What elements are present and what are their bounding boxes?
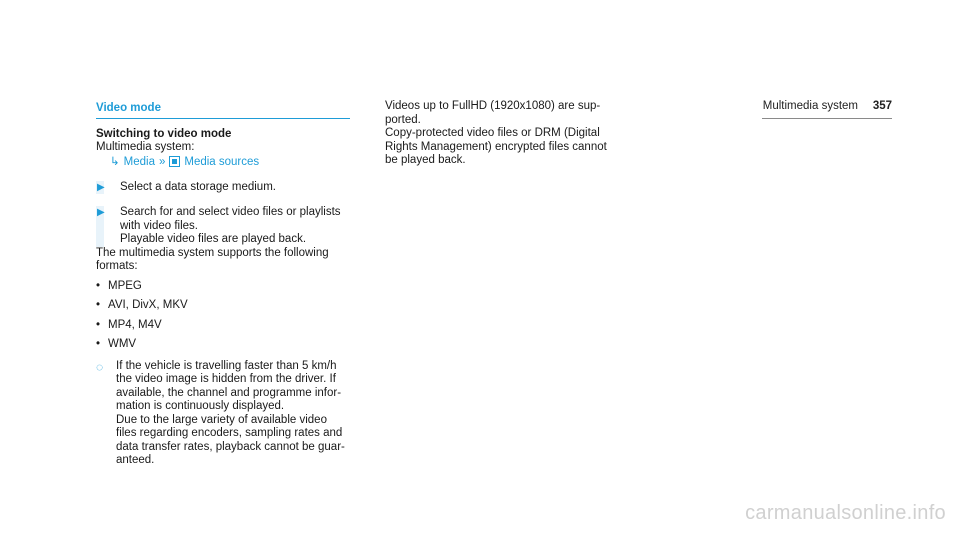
right-line: ported. (385, 113, 421, 126)
step-arrow-icon: ▶ (97, 207, 105, 218)
menu-path (110, 155, 350, 169)
support-text-line-2: formats: (96, 260, 138, 272)
instruction-step-2 (96, 206, 350, 247)
right-column (385, 100, 625, 168)
support-text-line-1: The multimedia system supports the following (96, 246, 329, 259)
right-line: Rights Management) encrypted files cannot (385, 140, 607, 153)
list-item: • MPEG (96, 280, 350, 294)
watermark: carmanualsonline.info (745, 502, 946, 524)
step-2-line-1: Search for and select video files or playlists (120, 206, 341, 218)
step-arrow-icon: ▶ (97, 181, 105, 193)
list-item: • AVI, DivX, MKV (96, 299, 350, 313)
note-line: data transfer rates, playback cannot be guar- (116, 440, 345, 453)
section-title: Video mode (96, 102, 161, 114)
path-arrow-icon: ↳ (110, 155, 120, 168)
page-header (762, 100, 892, 120)
intro-text: Multimedia system: (96, 141, 195, 153)
running-header-title: Multimedia system (762, 100, 858, 112)
note-line: anteed. (116, 454, 155, 466)
right-line: Videos up to FullHD (1920x1080) are sup- (385, 100, 601, 112)
note-line: mation is continuously displayed. (116, 400, 285, 412)
note-line: files regarding encoders, sampling rates and (116, 427, 343, 439)
path-separator-icon: » (158, 155, 166, 168)
note-line: the video image is hidden from the driver. If (116, 373, 336, 385)
path-item-media-sources: Media sources (184, 155, 260, 168)
subheading: Switching to video mode (96, 128, 232, 140)
note-line: available, the channel and programme infor- (116, 386, 342, 399)
step-1-line: Select a data storage medium. (120, 180, 276, 193)
header-rule (762, 118, 892, 119)
list-item: • MP4, M4V (96, 319, 350, 333)
format-list (96, 280, 350, 352)
list-item: • WMV (96, 338, 350, 352)
right-line: be played back. (385, 154, 466, 166)
media-app-icon (169, 156, 180, 167)
section-rule (96, 118, 350, 119)
instruction-step-1 (96, 181, 350, 195)
page-number: 357 (872, 100, 892, 112)
left-column (96, 100, 350, 468)
right-line: Copy-protected video files or DRM (Digital (385, 127, 600, 139)
info-note-icon: ◌ (96, 359, 104, 374)
path-item-media: Media (123, 155, 155, 168)
step-2-line-3: Playable video files are played back. (120, 233, 307, 245)
step-2-line-2: with video files. (120, 219, 198, 232)
info-note (96, 360, 350, 468)
note-line: If the vehicle is travelling faster than 5 km/h (116, 359, 337, 372)
note-line: Due to the large variety of available video (116, 413, 327, 426)
